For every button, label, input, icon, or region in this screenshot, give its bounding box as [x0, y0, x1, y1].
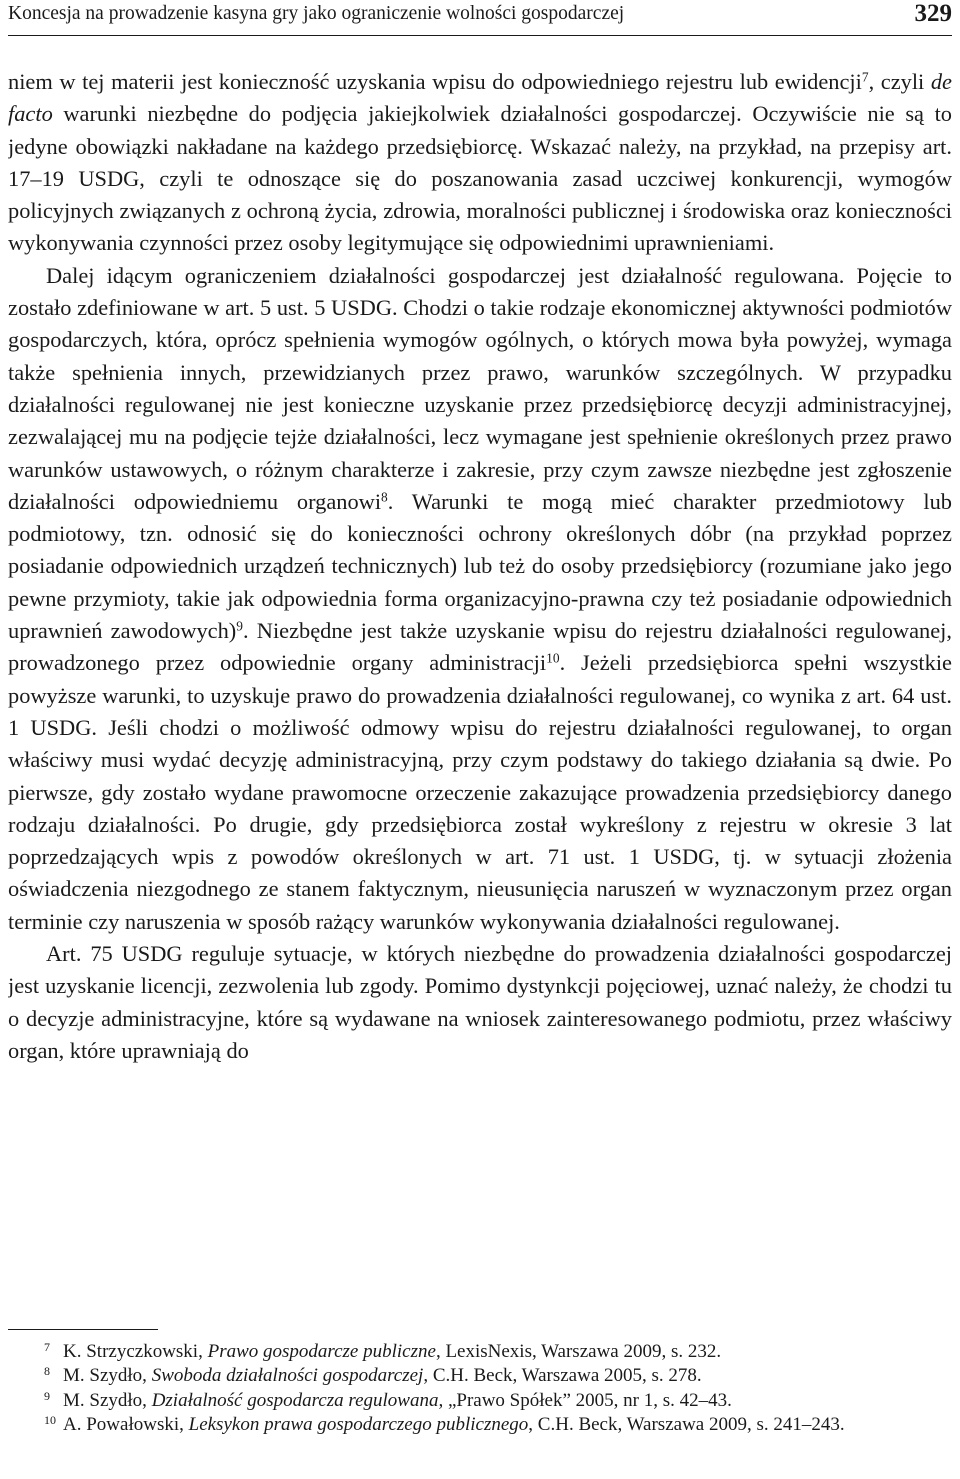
- body-text: [8, 66, 952, 1067]
- footnote-details: , LexisNexis, Warszawa 2009, s. 232.: [435, 1341, 722, 1362]
- footnote-number: 10: [44, 1412, 56, 1427]
- text-run: warunki niezbędne do podjęcia jakiejkolwiek działalności gospodarczej. Oczywiście nie są to jedyne obowiązki nakładane na każdego przedsiębiorcę. Wskazać należy, na przykład, na przepisy art. 17–19 USDG, czyli te odnoszące się do poszanowania zasad uczciwej konkurencji, wymogów policyjnych związanych z ochroną życia, zdrowia, moralności publicznej i środowiska oraz konieczności wykonywania czynności przez osoby legitymujące się odpowiednimi uprawnieniami.: [8, 101, 952, 256]
- footnote-number: 7: [44, 1340, 50, 1354]
- page-number: 329: [914, 0, 952, 27]
- paragraph: [8, 66, 952, 260]
- header-rule: [8, 35, 952, 36]
- footnotes: [8, 1340, 952, 1437]
- text-run: , czyli: [868, 69, 931, 94]
- running-header: [8, 0, 952, 40]
- paragraph: [8, 260, 952, 938]
- running-title: Koncesja na prowadzenie kasyna gry jako ograniczenie wolności gospodarczej: [8, 3, 625, 24]
- footnote: [8, 1389, 952, 1413]
- text-run: . Warunki te mogą mieć charakter przedmiotowy lub podmiotowy, tzn. odnosić się do konieczności ochrony określonych dóbr (na przykład poprzez posiadanie odpowiednich urządzeń technicznych) lub też do osoby przedsiębiorcy (rozumiane jako jego pewne przymioty, takie jak odpowiednia forma organizacyjno-prawna czy też posiadanie odpowiednich uprawnień zawodowych): [8, 488, 952, 644]
- footnote-details: , C.H. Beck, Warszawa 2009, s. 241–243.: [528, 1413, 845, 1435]
- footnote-number: 9: [44, 1388, 50, 1403]
- footnote-author: M. Szydło,: [63, 1389, 152, 1411]
- text-run: . Niezbędne jest także uzyskanie wpisu do rejestru działalności regulowanej, prowadzonego przez odpowiednie organy administracji: [8, 618, 952, 676]
- footnote-title: Leksykon prawa gospodarczego publicznego: [188, 1413, 529, 1435]
- footnote-author: K. Strzyczkowski,: [63, 1341, 208, 1362]
- footnote-details: , C.H. Beck, Warszawa 2005, s. 278.: [423, 1365, 702, 1387]
- footnote-ref: 10: [546, 650, 560, 666]
- footnote-author: A. Powałowski,: [63, 1413, 189, 1435]
- footnote: [8, 1340, 952, 1364]
- footnote-title: Swoboda działalności gospodarczej: [151, 1365, 424, 1387]
- paragraph: [8, 938, 952, 1067]
- text-run: niem w tej materii jest konieczność uzyskania wpisu do odpowiedniego rejestru lub ewidencji: [8, 69, 862, 94]
- text-run: Dalej idącym ograniczeniem działalności gospodarczej jest działalność regulowana. Pojęcie to zostało zdefiniowane w art. 5 ust. 5 USDG. Chodzi o takie rodzaje ekonomicznej aktywności podmiotów gospodarczych, która, oprócz spełnienia wymogów ogólnych, o których mowa była powyżej, wymaga także spełnienia innych, przewidzianych przez prawo, warunków szczególnych. W przypadku działalności regulowanej nie jest konieczne uzyskanie przez przedsiębiorcę decyzji administracyjnej, zezwalającej mu na podjęcie tejże działalności, lecz wymagane jest spełnienie określonych przez prawo warunków ustawowych, o różnym charakterze i zakresie, przy czym zawsze niezbędne jest zgłoszenie działalności odpowiedniemu organowi: [8, 262, 952, 514]
- footnote-ref: 9: [236, 618, 243, 634]
- footnote-title: Działalność gospodarcza regulowana,: [151, 1389, 444, 1411]
- page: [8, 0, 952, 1479]
- text-run: Art. 75 USDG reguluje sytuacje, w których niezbędne do prowadzenia działalności gospodarczej jest uzyskanie licencji, zezwolenia lub zgody. Pomimo dystynkcji pojęciowej, uznać należy, że chodzi tu o decyzje administracyjne, które są wydawane na wniosek zainteresowanego podmiotu, przez właściwy organ, które uprawniają do: [8, 941, 952, 1063]
- footnote-ref: 8: [381, 489, 388, 505]
- footnote-title: Prawo gospodarcze publiczne: [207, 1341, 436, 1362]
- footnote-rule: [8, 1329, 158, 1330]
- footnote: [8, 1413, 952, 1437]
- footnote-number: 8: [44, 1364, 50, 1379]
- text-run: . Jeżeli przedsiębiorca spełni wszystkie powyższe warunki, to uzyskuje prawo do prowadzenia działalności regulowanej, co wynika z art. 64 ust. 1 USDG. Jeśli chodzi o możliwość odmowy wpisu do rejestru działalności regulowanej, to organ właściwy musi wydać decyzję administracyjną, przy czym podstawy do takiego działania są dwie. Po pierwsze, gdy zostało wydane prawomocne orzeczenie zakazujące prowadzenia przedsiębiorcy danego rodzaju działalności. Po drugie, gdy przedsiębiorca został wykreślony z rejestru w okresie 3 lat poprzedzających wpis z powodów określonych w art. 71 ust. 1 USDG, tj. w sytuacji złożenia oświadczenia niezgodnego ze stanem faktycznym, nieusunięcia naruszeń w wyznaczonym przez organ terminie czy naruszenia w sposób rażący warunków wykonywania działalności regulowanej.: [8, 650, 952, 934]
- footnote-details: „Prawo Spółek” 2005, nr 1, s. 42–43.: [443, 1389, 732, 1411]
- footnote-author: M. Szydło,: [63, 1365, 152, 1387]
- italic-term: de facto: [8, 69, 952, 127]
- footnote-ref: 7: [861, 69, 869, 85]
- footnote: [8, 1364, 952, 1388]
